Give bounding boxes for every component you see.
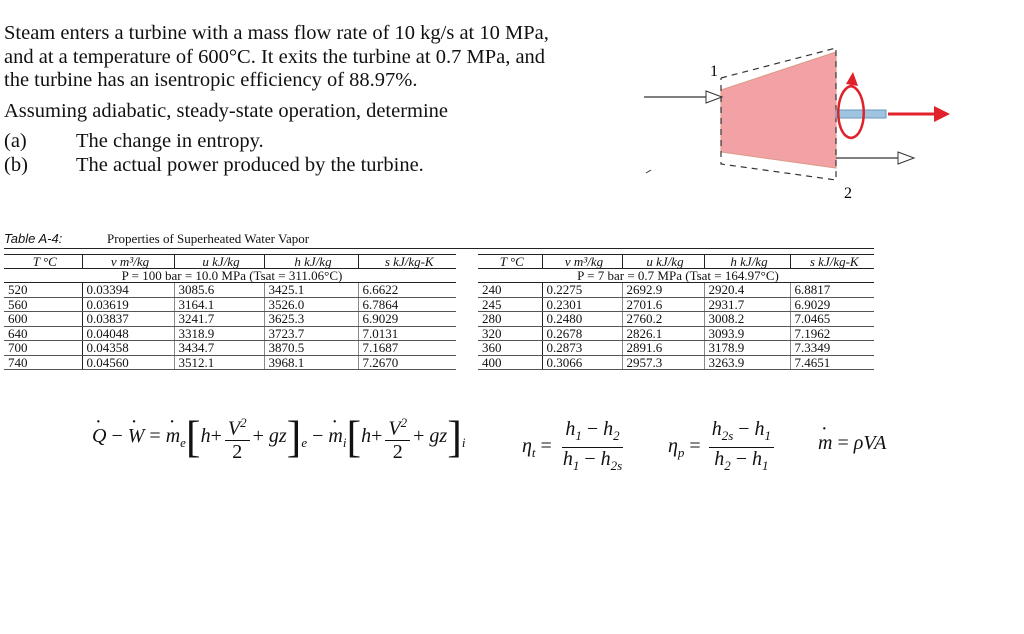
problem-statement (4, 22, 644, 177)
cell-temp: 320 (478, 326, 542, 341)
table-row (478, 355, 874, 370)
cell-enthalpy: 3870.5 (264, 341, 358, 356)
table-row (4, 283, 456, 298)
cell-enthalpy: 3008.2 (704, 312, 790, 327)
table-row (4, 355, 456, 370)
cell-internal-energy: 2760.2 (622, 312, 704, 327)
table-title-row (4, 232, 874, 246)
cell-enthalpy: 3263.9 (704, 355, 790, 370)
cell-entropy: 6.9029 (790, 297, 874, 312)
header-specific-volume: v m³/kg (82, 255, 174, 269)
cell-temp: 280 (478, 312, 542, 327)
cell-entropy: 6.9029 (358, 312, 456, 327)
header-entropy: s kJ/kg-K (358, 255, 456, 269)
table-row (478, 312, 874, 327)
cell-entropy: 7.1687 (358, 341, 456, 356)
cell-specific-volume: 0.3066 (542, 355, 622, 370)
cell-temp: 520 (4, 283, 82, 298)
cell-entropy: 7.0131 (358, 326, 456, 341)
cell-enthalpy: 3425.1 (264, 283, 358, 298)
cell-enthalpy: 3093.9 (704, 326, 790, 341)
cell-internal-energy: 2957.3 (622, 355, 704, 370)
cell-specific-volume: 0.03394 (82, 283, 174, 298)
cell-entropy: 7.3349 (790, 341, 874, 356)
inlet-arrowhead (706, 91, 722, 103)
cell-entropy: 6.7864 (358, 297, 456, 312)
cell-specific-volume: 0.04358 (82, 341, 174, 356)
cell-enthalpy: 3968.1 (264, 355, 358, 370)
cell-internal-energy: 2692.9 (622, 283, 704, 298)
table-number: Table A-4: (4, 231, 63, 246)
stray-mark (646, 170, 651, 173)
part-b (4, 154, 644, 178)
table-row (478, 326, 874, 341)
cell-specific-volume: 0.03837 (82, 312, 174, 327)
header-enthalpy: h kJ/kg (264, 255, 358, 269)
table-row (478, 283, 874, 298)
cell-enthalpy: 2920.4 (704, 283, 790, 298)
cell-enthalpy: 3178.9 (704, 341, 790, 356)
cell-specific-volume: 0.04560 (82, 355, 174, 370)
problem-line-3: the turbine has an isentropic efficiency of 88.97%. (4, 69, 418, 91)
table-title: Properties of Superheated Water Vapor (107, 231, 310, 246)
pump-efficiency-equation: $\eta_p$ = $\frac{h_{2s} - h_1}{h_2 - h_1}$ (668, 418, 777, 477)
cell-internal-energy: 3164.1 (174, 297, 264, 312)
cell-specific-volume: 0.2275 (542, 283, 622, 298)
cell-internal-energy: 3241.7 (174, 312, 264, 327)
cell-internal-energy: 3434.7 (174, 341, 264, 356)
table-left-10mpa (4, 254, 456, 370)
steam-table (4, 231, 874, 370)
cell-internal-energy: 3512.1 (174, 355, 264, 370)
table-row (478, 341, 874, 356)
table-row (4, 297, 456, 312)
header-internal-energy: u kJ/kg (622, 255, 704, 269)
cell-internal-energy: 2826.1 (622, 326, 704, 341)
cell-entropy: 6.8817 (790, 283, 874, 298)
pressure-label-left: P = 100 bar = 10.0 MPa (Tsat = 311.06°C) (4, 269, 456, 283)
part-a (4, 130, 644, 154)
outlet-label: 2 (844, 185, 852, 202)
cell-temp: 400 (478, 355, 542, 370)
shaft (836, 110, 886, 118)
problem-line-1: Steam enters a turbine with a mass flow rate of 10 kg/s at 10 MPa, (4, 22, 549, 44)
problem-line-2: and at a temperature of 600°C. It exits the turbine at 0.7 MPa, and (4, 45, 546, 68)
cell-specific-volume: 0.2480 (542, 312, 622, 327)
cell-temp: 740 (4, 355, 82, 370)
cell-specific-volume: 0.2301 (542, 297, 622, 312)
table-row (4, 341, 456, 356)
cell-enthalpy: 2931.7 (704, 297, 790, 312)
header-entropy: s kJ/kg-K (790, 255, 874, 269)
cell-internal-energy: 2701.6 (622, 297, 704, 312)
rotation-arrowhead (846, 72, 858, 86)
outlet-arrowhead (898, 152, 914, 164)
part-a-text: The change in entropy. (76, 130, 264, 152)
cell-temp: 360 (478, 341, 542, 356)
table-row (4, 312, 456, 327)
header-specific-volume: v m³/kg (542, 255, 622, 269)
cell-temp: 700 (4, 341, 82, 356)
turbine-efficiency-equation: $\eta_t$ = $\frac{h_1 - h_2}{h_1 - h_{2s}}$ (522, 418, 623, 473)
inlet-label: 1 (710, 63, 718, 80)
part-b-label: (b) (4, 153, 28, 176)
cell-enthalpy: 3526.0 (264, 297, 358, 312)
power-arrowhead (934, 106, 950, 122)
problem-line-4: Assuming adiabatic, steady-state operation, determine (4, 99, 449, 122)
header-temp: T °C (478, 255, 542, 269)
cell-specific-volume: 0.04048 (82, 326, 174, 341)
cell-enthalpy: 3625.3 (264, 312, 358, 327)
cell-specific-volume: 0.2678 (542, 326, 622, 341)
cell-entropy: 6.6622 (358, 283, 456, 298)
cell-enthalpy: 3723.7 (264, 326, 358, 341)
part-a-label: (a) (4, 130, 27, 152)
header-enthalpy: h kJ/kg (704, 255, 790, 269)
table-row (4, 326, 456, 341)
cell-entropy: 7.4651 (790, 355, 874, 370)
cell-entropy: 7.2670 (358, 355, 456, 370)
cell-entropy: 7.1962 (790, 326, 874, 341)
cell-temp: 240 (478, 283, 542, 298)
table-row (478, 297, 874, 312)
turbine-diagram (636, 40, 956, 210)
cell-internal-energy: 3318.9 (174, 326, 264, 341)
cell-temp: 640 (4, 326, 82, 341)
part-b-text: The actual power produced by the turbine. (76, 153, 424, 176)
cell-entropy: 7.0465 (790, 312, 874, 327)
cell-specific-volume: 0.03619 (82, 297, 174, 312)
cell-temp: 600 (4, 312, 82, 327)
cell-internal-energy: 3085.6 (174, 283, 264, 298)
header-temp: T °C (4, 255, 82, 269)
cell-temp: 560 (4, 297, 82, 312)
pressure-label-right: P = 7 bar = 0.7 MPa (Tsat = 164.97°C) (478, 269, 874, 283)
header-internal-energy: u kJ/kg (174, 255, 264, 269)
turbine-body (721, 52, 836, 168)
cell-internal-energy: 2891.6 (622, 341, 704, 356)
cell-specific-volume: 0.2873 (542, 341, 622, 356)
table-right-0-7mpa (478, 254, 874, 370)
cell-temp: 245 (478, 297, 542, 312)
energy-balance-equation: · Q − · W = · $m_e[h+$ $\frac{V^2}{2}$ + $gz]_e$ − · $m_i[h+$ $\frac{V^2}{2}$ + $gz]_i$ (92, 412, 465, 463)
mass-flow-equation: · m = ρVA (818, 432, 886, 455)
